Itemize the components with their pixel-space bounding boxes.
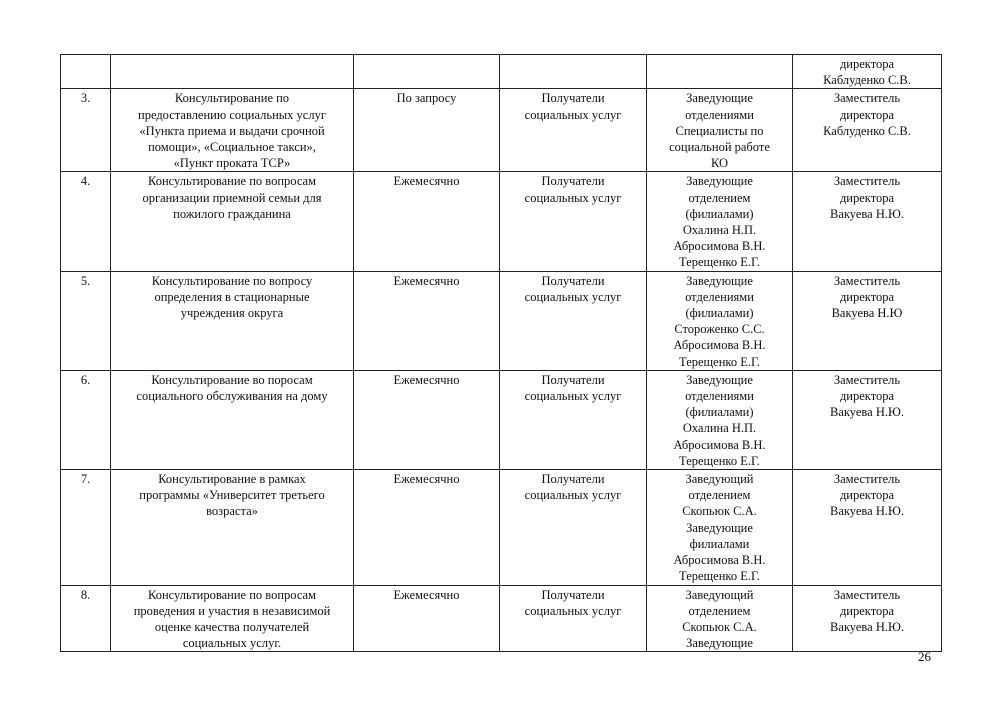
cell-line: отделением [688, 603, 751, 618]
cell-line: отделением [688, 488, 751, 503]
cell-line: Специалисты по [675, 123, 764, 138]
table-row [61, 271, 942, 370]
recipients-cell [500, 370, 647, 469]
row-number-cell: 4. [61, 172, 111, 271]
cell-line: Получатели [541, 587, 605, 602]
cell-line: оценке качества получателей [154, 619, 310, 634]
cell-line: директора [839, 289, 895, 304]
cell-line: социальных услуг [524, 389, 622, 404]
cell-line: предоставлению социальных услуг [138, 107, 326, 122]
responsible-cell [793, 470, 942, 585]
cell-line: Вакуева Н.Ю [831, 306, 903, 321]
cell-line: Консультирование по [174, 91, 290, 106]
recipients-cell [500, 470, 647, 585]
cell-line: (филиалами) [685, 206, 754, 221]
cell-line: (филиалами) [685, 306, 754, 321]
recipients-cell [500, 172, 647, 271]
cell-line: Заместитель [833, 587, 901, 602]
frequency-cell [354, 585, 500, 652]
table-body [61, 55, 942, 652]
responsible-cell [793, 370, 942, 469]
recipients-cell [500, 585, 647, 652]
cell-line: программы «Университет третьего [139, 488, 325, 503]
cell-line: КО [710, 156, 729, 171]
cell-line: учреждения округа [180, 306, 284, 321]
frequency-cell [354, 271, 500, 370]
frequency-cell [354, 370, 500, 469]
cell-line: отделениями [685, 107, 754, 122]
cell-line: Заведующий [685, 587, 754, 602]
cell-line: Консультирование в рамках [158, 472, 306, 487]
cell-line: социальных услуг [524, 289, 622, 304]
cell-line: директора [839, 389, 895, 404]
page-number: 26 [918, 649, 931, 664]
cell-line: Консультирование по вопросу [151, 273, 313, 288]
executors-cell [647, 470, 793, 585]
cell-line: социальных услуг [524, 488, 622, 503]
cell-line: Стороженко С.С. [674, 322, 765, 337]
cell-line: директора [839, 488, 895, 503]
cell-line: пожилого гражданина [173, 206, 291, 221]
cell-line: Скопьюк С.А. [682, 619, 757, 634]
cell-line: Абросимова В.Н. [673, 239, 766, 254]
row-number-cell: 3. [61, 89, 111, 172]
cell-line: Заведующие [686, 372, 753, 387]
service-cell [111, 55, 354, 89]
service-cell [111, 172, 354, 271]
cell-line: Каблуденко С.В. [823, 73, 911, 88]
cell-line: социальных услуг [524, 603, 622, 618]
cell-line: «Пункт проката ТСР» [173, 156, 291, 171]
cell-line: Заместитель [833, 372, 901, 387]
cell-line: социальных услуг. [182, 636, 282, 651]
cell-line: проведения и участия в независимой [133, 603, 331, 618]
cell-line: «Пункта приема и выдачи срочной [139, 123, 325, 138]
cell-line: Получатели [541, 174, 605, 189]
cell-line: Ежемесячно [393, 372, 460, 387]
cell-line: Терещенко Е.Г. [679, 453, 760, 468]
cell-line: отделением [688, 190, 751, 205]
cell-line: Охалина Н.П. [682, 421, 757, 436]
cell-line: Заместитель [833, 472, 901, 487]
executors-cell [647, 89, 793, 172]
table-row [61, 370, 942, 469]
executors-cell [647, 271, 793, 370]
service-cell [111, 271, 354, 370]
cell-line: Ежемесячно [393, 174, 460, 189]
cell-line: Консультирование во поросам [151, 372, 313, 387]
recipients-cell [500, 89, 647, 172]
cell-line: директора [839, 57, 895, 71]
executors-cell [647, 172, 793, 271]
table-row [61, 55, 942, 89]
responsible-cell [793, 172, 942, 271]
cell-line: возраста» [206, 504, 258, 519]
activity-plan-table [60, 54, 942, 652]
cell-line: социальных услуг [524, 107, 622, 122]
frequency-cell [354, 470, 500, 585]
cell-line: Заведующие [686, 273, 753, 288]
cell-line: Заместитель [833, 91, 901, 106]
frequency-cell [354, 172, 500, 271]
row-number-cell: 8. [61, 585, 111, 652]
cell-line: Консультирование по вопросам [148, 174, 316, 189]
cell-line: директора [839, 190, 895, 205]
cell-line: Получатели [541, 273, 605, 288]
row-number-cell [61, 55, 111, 89]
table-row [61, 172, 942, 271]
cell-line: Каблуденко С.В. [823, 123, 911, 138]
cell-line: директора [839, 603, 895, 618]
cell-line: Терещенко Е.Г. [679, 569, 760, 584]
table-row [61, 585, 942, 652]
responsible-cell [793, 585, 942, 652]
cell-line: Вакуева Н.Ю. [830, 504, 904, 519]
cell-line: Абросимова В.Н. [673, 437, 766, 452]
cell-line: (филиалами) [685, 405, 754, 420]
recipients-cell [500, 271, 647, 370]
cell-line: Терещенко Е.Г. [679, 255, 760, 270]
cell-line: Заведующие [686, 520, 753, 535]
cell-line: Ежемесячно [393, 472, 460, 487]
cell-line: Заведующие [686, 174, 753, 189]
row-number-cell: 5. [61, 271, 111, 370]
frequency-cell [354, 55, 500, 89]
cell-line: отделениями [685, 289, 754, 304]
responsible-cell [793, 271, 942, 370]
cell-line: Получатели [541, 372, 605, 387]
recipients-cell [500, 55, 647, 89]
cell-line: Вакуева Н.Ю. [830, 405, 904, 420]
executors-cell [647, 585, 793, 652]
cell-line: отделениями [685, 389, 754, 404]
cell-line: Абросимова В.Н. [673, 338, 766, 353]
cell-line: По запросу [396, 91, 457, 106]
cell-line: организации приемной семьи для [142, 190, 322, 205]
table-row [61, 89, 942, 172]
service-cell [111, 470, 354, 585]
cell-line: Заместитель [833, 174, 901, 189]
cell-line: помощи», «Социальное такси», [148, 140, 316, 155]
cell-line: филиалами [689, 536, 750, 551]
cell-line: Терещенко Е.Г. [679, 354, 760, 369]
cell-line: Консультирование по вопросам [148, 587, 316, 602]
row-number-cell: 6. [61, 370, 111, 469]
cell-line: Получатели [541, 472, 605, 487]
cell-line: социального обслуживания на дому [136, 389, 328, 404]
cell-line: социальных услуг [524, 190, 622, 205]
cell-line: Заведующий [685, 472, 754, 487]
cell-line: Ежемесячно [393, 587, 460, 602]
service-cell [111, 585, 354, 652]
cell-line: директора [839, 107, 895, 122]
cell-line: Ежемесячно [393, 273, 460, 288]
cell-line: Скопьюк С.А. [682, 504, 757, 519]
executors-cell [647, 370, 793, 469]
cell-line: определения в стационарные [154, 289, 310, 304]
cell-line: Заместитель [833, 273, 901, 288]
cell-line: Заведующие [686, 636, 753, 651]
cell-line: Получатели [541, 91, 605, 106]
cell-line: Охалина Н.П. [682, 223, 757, 238]
cell-line: Заведующие [686, 91, 753, 106]
table-row [61, 470, 942, 585]
cell-line: Абросимова В.Н. [673, 553, 766, 568]
row-number-cell: 7. [61, 470, 111, 585]
service-cell [111, 370, 354, 469]
frequency-cell [354, 89, 500, 172]
executors-cell [647, 55, 793, 89]
service-cell [111, 89, 354, 172]
cell-line: Вакуева Н.Ю. [830, 206, 904, 221]
cell-line: социальной работе [669, 140, 770, 155]
cell-line: Вакуева Н.Ю. [830, 619, 904, 634]
responsible-cell [793, 89, 942, 172]
responsible-cell [793, 55, 942, 89]
